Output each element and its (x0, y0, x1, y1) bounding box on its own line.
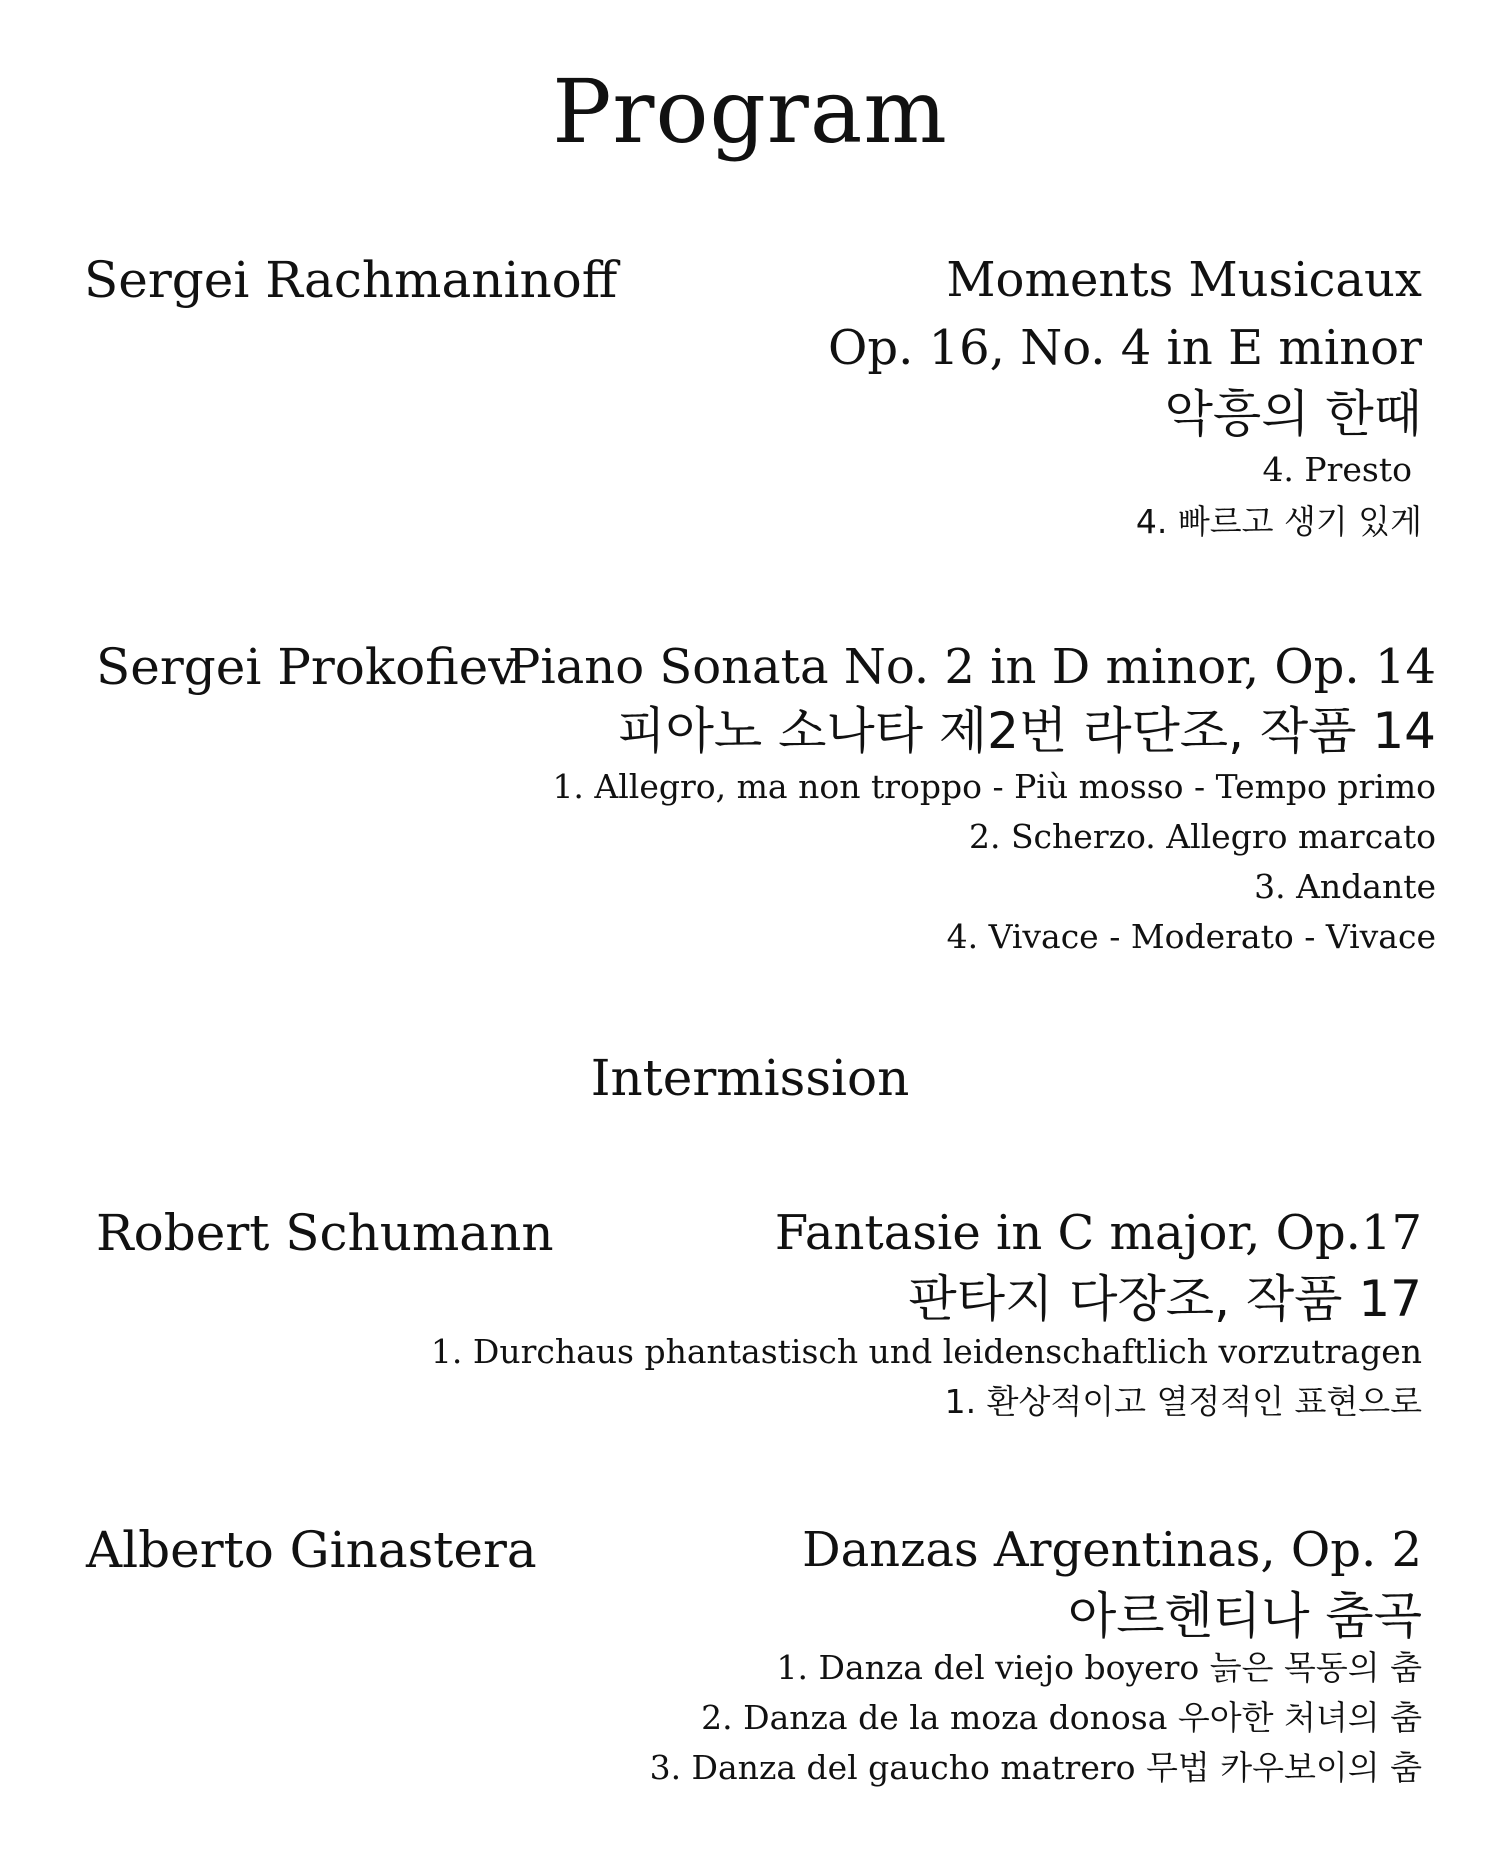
piece-title: Fantasie in C major, Op.17 (774, 1205, 1422, 1261)
piece-title: Moments Musicaux (946, 252, 1422, 308)
movement-line: 4. Vivace - Moderato - Vivace (946, 917, 1436, 956)
piece-title-korean: 악흥의 한때 (1164, 385, 1422, 443)
piece-title: Piano Sonata No. 2 in D minor, Op. 14 (508, 639, 1436, 695)
movement-line-korean: 4. 빠르고 생기 있게 (1135, 502, 1422, 541)
composer-name: Robert Schumann (96, 1204, 554, 1262)
composer-name: Sergei Prokofiev (96, 638, 517, 696)
page-title: Program (552, 60, 948, 163)
movement-line: 2. Scherzo. Allegro marcato (968, 817, 1436, 856)
composer-name: Alberto Ginastera (86, 1521, 537, 1579)
piece-title-korean: 판타지 다장조, 작품 17 (908, 1270, 1422, 1328)
movement-line: 1. Danza del viejo boyero 늙은 목동의 춤 (776, 1648, 1422, 1687)
piece-title: Danzas Argentinas, Op. 2 (802, 1522, 1422, 1578)
movement-line: 3. Danza del gaucho matrero 무법 카우보이의 춤 (649, 1748, 1422, 1787)
movement-line: 1. Allegro, ma non troppo - Più mosso - Tempo primo (552, 767, 1436, 806)
movement-line-korean: 1. 환상적이고 열정적인 표현으로 (944, 1382, 1422, 1421)
intermission-label: Intermission (590, 1049, 910, 1107)
movement-line: 2. Danza de la moza donosa 우아한 처녀의 춤 (701, 1698, 1422, 1737)
composer-name: Sergei Rachmaninoff (84, 251, 618, 309)
movement-line: 3. Andante (1254, 867, 1436, 906)
movement-line: 1. Durchaus phantastisch und leidenschaftlich vorzutragen (430, 1332, 1422, 1371)
piece-opus: Op. 16, No. 4 in E minor (828, 320, 1422, 376)
piece-title-korean: 아르헨티나 춤곡 (1068, 1587, 1422, 1645)
movement-line: 4. Presto (1262, 450, 1412, 489)
piece-title-korean: 피아노 소나타 제2번 라단조, 작품 14 (617, 702, 1436, 760)
